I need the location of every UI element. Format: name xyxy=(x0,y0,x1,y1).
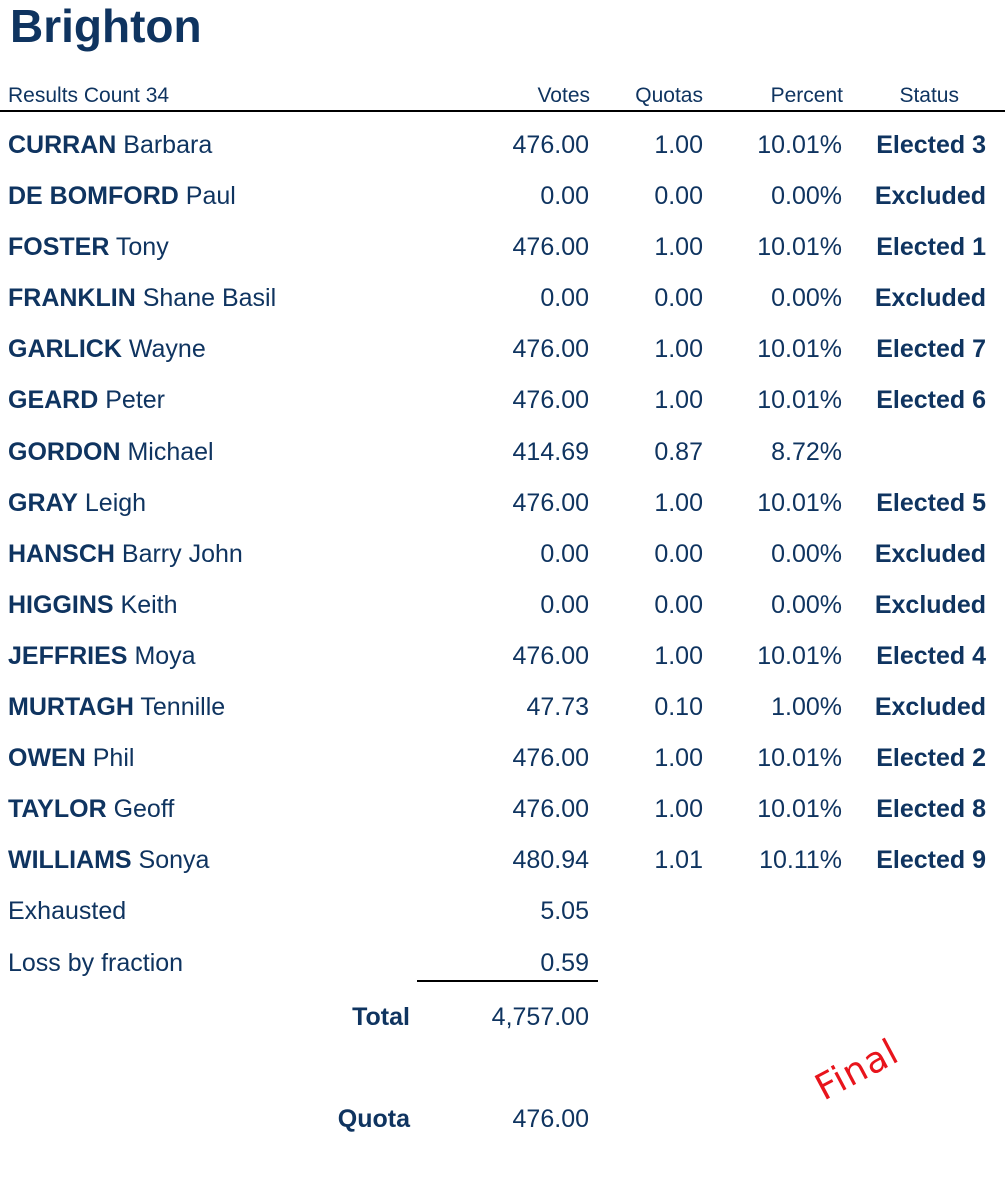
candidate-name xyxy=(8,375,165,426)
candidate-quotas: 1.00 xyxy=(654,641,703,670)
candidate-quotas: 1.00 xyxy=(654,233,703,262)
candidate-quotas: 0.00 xyxy=(654,590,703,619)
candidate-surname: HANSCH xyxy=(8,539,115,568)
total-label: Total xyxy=(352,1003,410,1031)
candidate-votes: 476.00 xyxy=(512,131,589,159)
candidate-votes: 47.73 xyxy=(526,693,589,722)
candidate-name xyxy=(8,580,178,631)
candidate-name xyxy=(8,222,169,273)
candidate-given-name: Tony xyxy=(115,233,169,262)
candidate-row xyxy=(0,222,1005,273)
candidate-status: Excluded xyxy=(874,590,986,619)
candidate-row xyxy=(0,120,1005,171)
candidate-given-name: Tennille xyxy=(140,693,226,722)
candidate-surname: WILLIAMS xyxy=(8,846,132,875)
candidate-quotas: 0.00 xyxy=(654,284,703,313)
candidate-surname: FRANKLIN xyxy=(8,284,136,313)
quotas-column-header: Quotas xyxy=(635,84,703,107)
candidate-votes: 476.00 xyxy=(512,335,589,364)
candidate-status: Elected 2 xyxy=(876,744,986,773)
candidate-given-name: Moya xyxy=(134,641,196,670)
candidate-surname: GEARD xyxy=(8,386,99,415)
candidate-percent: 0.00% xyxy=(771,284,842,313)
candidate-row xyxy=(0,375,1005,426)
candidate-row xyxy=(0,835,1005,886)
candidate-percent: 8.72% xyxy=(771,437,842,466)
candidate-row xyxy=(0,784,1005,835)
candidate-status: Elected 7 xyxy=(876,335,986,364)
results-table xyxy=(0,120,1005,989)
candidate-name xyxy=(8,478,146,529)
candidate-given-name: Sonya xyxy=(138,846,210,875)
candidate-percent: 10.01% xyxy=(757,641,842,670)
candidate-percent: 1.00% xyxy=(771,693,842,722)
candidate-votes: 414.69 xyxy=(512,437,589,466)
candidate-surname: GARLICK xyxy=(8,335,122,364)
candidate-quotas: 0.00 xyxy=(654,539,703,568)
candidate-votes: 476.00 xyxy=(512,386,589,415)
candidate-surname: FOSTER xyxy=(8,233,110,262)
candidate-status: Elected 5 xyxy=(876,488,986,517)
candidate-votes: 0.00 xyxy=(540,284,589,313)
candidate-quotas: 1.00 xyxy=(654,488,703,517)
candidate-given-name: Phil xyxy=(92,744,135,773)
candidate-percent: 0.00% xyxy=(771,590,842,619)
candidate-quotas: 0.10 xyxy=(654,693,703,722)
candidate-quotas: 1.01 xyxy=(654,846,703,875)
candidate-given-name: Barbara xyxy=(123,131,213,159)
candidate-votes: 476.00 xyxy=(512,488,589,517)
final-stamp: Final xyxy=(808,1031,906,1109)
candidate-given-name: Paul xyxy=(185,182,236,211)
candidate-name xyxy=(8,631,196,682)
candidate-given-name: Michael xyxy=(127,437,214,466)
candidate-quotas: 1.00 xyxy=(654,386,703,415)
candidate-name xyxy=(8,171,236,222)
results-count-label: Results Count 34 xyxy=(8,84,170,107)
page-title: Brighton xyxy=(10,0,202,52)
candidate-row xyxy=(0,427,1005,478)
candidate-status: Excluded xyxy=(874,182,986,211)
candidate-quotas: 1.00 xyxy=(654,795,703,824)
total-value: 4,757.00 xyxy=(491,1003,589,1031)
candidate-quotas: 0.87 xyxy=(654,437,703,466)
total-rule xyxy=(417,980,598,982)
candidate-percent: 10.01% xyxy=(757,386,842,415)
candidate-quotas: 1.00 xyxy=(654,335,703,364)
candidate-status: Elected 8 xyxy=(876,795,986,824)
candidate-votes: 0.00 xyxy=(540,539,589,568)
candidate-name xyxy=(8,733,134,784)
candidate-status: Elected 6 xyxy=(876,386,986,415)
candidate-percent: 0.00% xyxy=(771,182,842,211)
candidate-status: Elected 9 xyxy=(876,846,986,875)
candidate-status: Elected 4 xyxy=(876,641,986,670)
candidate-row xyxy=(0,631,1005,682)
candidate-quotas: 1.00 xyxy=(654,131,703,159)
candidate-name xyxy=(8,835,209,886)
candidate-row xyxy=(0,273,1005,324)
candidate-given-name: Keith xyxy=(120,590,178,619)
quota-label: Quota xyxy=(337,1105,410,1133)
votes-column-header: Votes xyxy=(537,84,590,107)
candidate-percent: 10.11% xyxy=(759,846,842,875)
candidate-row xyxy=(0,324,1005,375)
candidate-name xyxy=(8,273,276,324)
candidate-percent: 10.01% xyxy=(757,335,842,364)
extra-label: Exhausted xyxy=(8,897,127,926)
percent-column-header: Percent xyxy=(770,84,843,107)
candidate-name xyxy=(8,120,212,171)
candidate-surname: GRAY xyxy=(8,488,78,517)
candidate-surname: OWEN xyxy=(8,744,86,773)
candidate-given-name: Wayne xyxy=(128,335,206,364)
candidate-votes: 476.00 xyxy=(512,744,589,773)
candidate-surname: GORDON xyxy=(8,437,121,466)
candidate-row xyxy=(0,733,1005,784)
quota-value: 476.00 xyxy=(512,1105,589,1133)
candidate-surname: MURTAGH xyxy=(8,693,134,722)
candidate-status: Elected 1 xyxy=(876,233,986,262)
candidate-name xyxy=(8,427,214,478)
candidate-given-name: Geoff xyxy=(113,795,175,824)
candidate-votes: 476.00 xyxy=(512,795,589,824)
candidate-percent: 10.01% xyxy=(757,744,842,773)
extra-label: Loss by fraction xyxy=(8,948,184,977)
candidate-status: Excluded xyxy=(874,284,986,313)
extra-votes: 5.05 xyxy=(540,897,589,926)
candidate-given-name: Leigh xyxy=(84,488,147,517)
candidate-row xyxy=(0,171,1005,222)
candidate-row xyxy=(0,682,1005,733)
candidate-votes: 0.00 xyxy=(540,182,589,211)
candidate-quotas: 0.00 xyxy=(654,182,703,211)
candidate-percent: 0.00% xyxy=(771,539,842,568)
candidate-given-name: Shane Basil xyxy=(142,284,277,313)
candidate-surname: TAYLOR xyxy=(8,795,107,824)
candidate-percent: 10.01% xyxy=(757,131,842,159)
candidate-name xyxy=(8,784,174,835)
status-column-header: Status xyxy=(899,84,959,107)
candidate-name xyxy=(8,529,243,580)
candidate-percent: 10.01% xyxy=(757,795,842,824)
candidate-name xyxy=(8,682,225,733)
candidate-votes: 476.00 xyxy=(512,641,589,670)
candidate-status: Excluded xyxy=(874,693,986,722)
candidate-surname: CURRAN xyxy=(8,131,117,159)
extra-votes: 0.59 xyxy=(540,948,589,977)
candidate-votes: 0.00 xyxy=(540,590,589,619)
candidate-given-name: Barry John xyxy=(121,539,243,568)
candidate-status: Excluded xyxy=(874,539,986,568)
candidate-row xyxy=(0,580,1005,631)
candidate-surname: JEFFRIES xyxy=(8,641,128,670)
candidate-name xyxy=(8,324,206,375)
candidate-percent: 10.01% xyxy=(757,233,842,262)
extra-row xyxy=(0,886,1005,937)
candidate-status: Elected 3 xyxy=(876,131,986,159)
candidate-row xyxy=(0,529,1005,580)
candidate-surname: DE BOMFORD xyxy=(8,182,179,211)
candidate-votes: 476.00 xyxy=(512,233,589,262)
candidate-votes: 480.94 xyxy=(512,846,589,875)
candidate-surname: HIGGINS xyxy=(8,590,114,619)
candidate-quotas: 1.00 xyxy=(654,744,703,773)
candidate-given-name: Peter xyxy=(105,386,166,415)
candidate-row xyxy=(0,478,1005,529)
candidate-percent: 10.01% xyxy=(757,488,842,517)
results-header xyxy=(0,82,1005,112)
